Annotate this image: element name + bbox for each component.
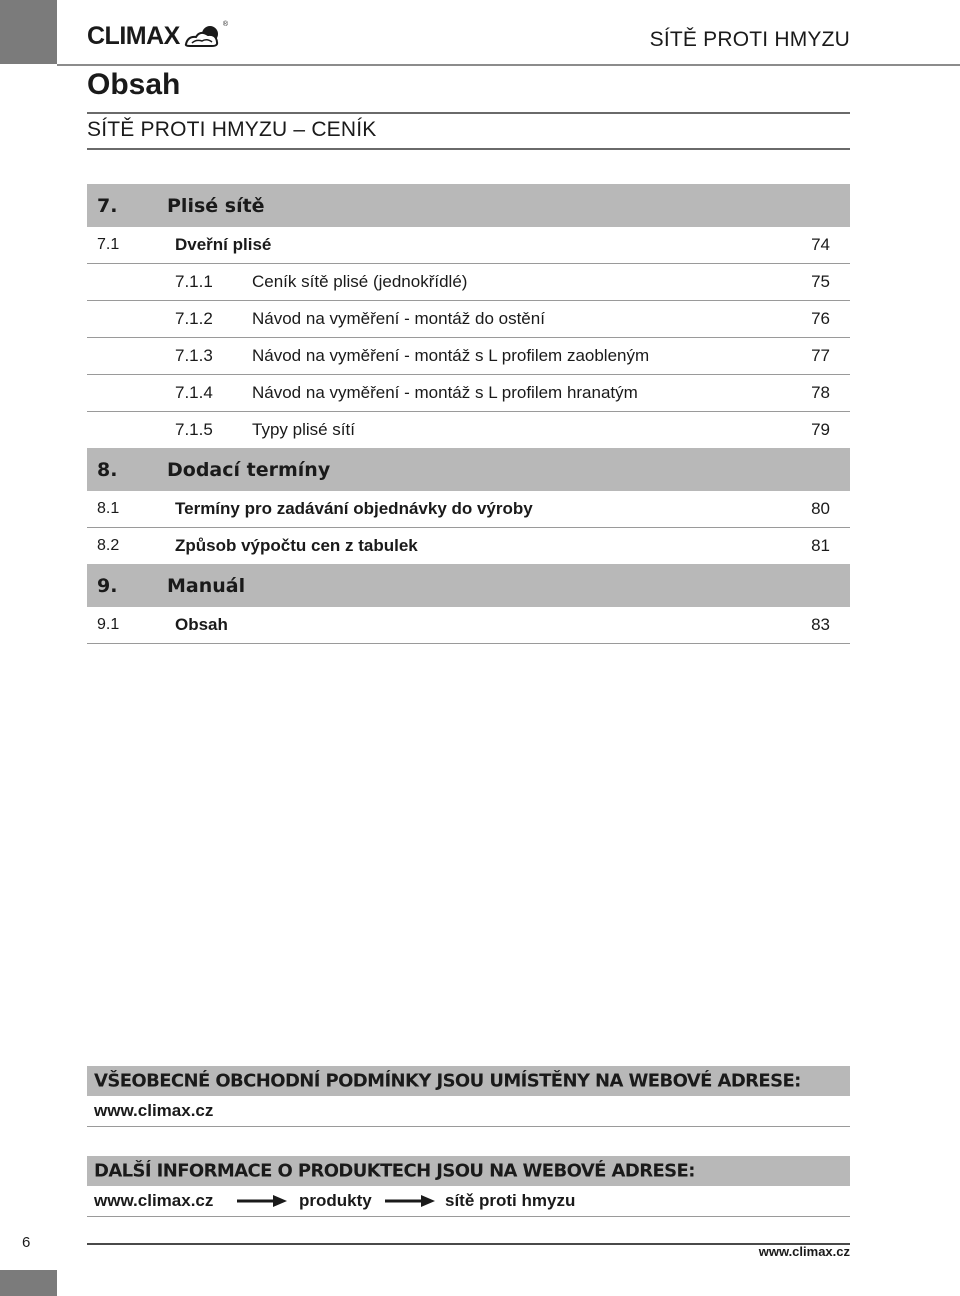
- entry-title: Způsob výpočtu cen z tabulek: [175, 536, 418, 555]
- entry-page: 76: [811, 309, 830, 328]
- toc-entry-7-1-4[interactable]: [87, 375, 850, 412]
- corner-block-top: [0, 0, 57, 64]
- entry-number: 7.1.1: [175, 272, 213, 291]
- page-number: 6: [22, 1234, 31, 1251]
- section-number: 9.: [97, 574, 118, 597]
- entry-title: Termíny pro zadávání objednávky do výroby: [175, 499, 533, 518]
- entry-number: 8.2: [97, 537, 120, 554]
- entry-title: Návod na vyměření - montáž s L profilem hranatým: [252, 383, 638, 402]
- table-of-contents: [87, 184, 850, 644]
- entry-page: 79: [811, 420, 830, 439]
- toc-entry-7-1-1[interactable]: [87, 264, 850, 301]
- footer-url[interactable]: www.climax.cz: [758, 1244, 850, 1259]
- section-number: 7.: [97, 194, 118, 217]
- entry-page: 75: [811, 272, 830, 291]
- entry-page: 74: [811, 235, 830, 254]
- toc-entry-7-1[interactable]: [87, 227, 850, 264]
- product-heading: DALŠÍ INFORMACE O PRODUKTECH JSOU NA WEBOVÉ ADRESE:: [94, 1160, 695, 1182]
- section-number: 8.: [97, 458, 118, 481]
- toc-entry-7-1-2[interactable]: [87, 301, 850, 338]
- toc-entry-9-1[interactable]: [87, 607, 850, 644]
- entry-number: 7.1.5: [175, 420, 213, 439]
- footer-divider: [87, 1243, 850, 1245]
- entry-title: Návod na vyměření - montáž do ostění: [252, 309, 545, 328]
- corner-block-bottom: [0, 1270, 57, 1296]
- entry-number: 7.1.2: [175, 309, 213, 328]
- subtitle-divider: [87, 148, 850, 150]
- toc-entry-8-1[interactable]: [87, 491, 850, 528]
- terms-body: [87, 1096, 850, 1127]
- entry-page: 80: [811, 499, 830, 518]
- section-title: Plisé sítě: [167, 194, 265, 217]
- logo-sun-cloud-icon: [182, 24, 222, 48]
- entry-page: 83: [811, 615, 830, 634]
- entry-title: Návod na vyměření - montáž s L profilem zaobleným: [252, 346, 650, 365]
- header-divider: [57, 64, 960, 66]
- terms-info-box: [87, 1066, 850, 1127]
- product-info-box: [87, 1156, 850, 1217]
- toc-section-8[interactable]: [87, 448, 850, 491]
- entry-number: 8.1: [97, 500, 120, 517]
- climax-logo: [87, 20, 228, 52]
- section-title: Dodací termíny: [167, 458, 331, 481]
- entry-number: 7.1.4: [175, 383, 213, 402]
- entry-title: Obsah: [175, 615, 228, 634]
- entry-page: 81: [811, 536, 830, 555]
- header-section-title: SÍTĚ PROTI HMYZU: [649, 28, 850, 51]
- toc-entry-7-1-5[interactable]: [87, 412, 850, 448]
- entry-title: Ceník sítě plisé (jednokřídlé): [252, 272, 468, 291]
- product-heading-bar: [87, 1156, 850, 1186]
- registered-mark: ®: [222, 20, 228, 28]
- terms-heading-bar: [87, 1066, 850, 1096]
- entry-page: 78: [811, 383, 830, 402]
- product-path: [87, 1186, 850, 1217]
- toc-entry-8-2[interactable]: [87, 528, 850, 564]
- toc-entry-7-1-3[interactable]: [87, 338, 850, 375]
- path-products-link[interactable]: produkty: [299, 1191, 372, 1210]
- entry-title: Dveřní plisé: [175, 235, 272, 254]
- entry-title: Typy plisé sítí: [252, 420, 355, 439]
- arrow-right-icon: [385, 1195, 435, 1207]
- title-divider: [87, 112, 850, 114]
- entry-page: 77: [811, 346, 830, 365]
- toc-section-7[interactable]: [87, 184, 850, 227]
- path-site-link[interactable]: www.climax.cz: [94, 1191, 214, 1210]
- terms-url-link[interactable]: www.climax.cz: [94, 1101, 214, 1120]
- path-insect-screens-link[interactable]: sítě proti hmyzu: [445, 1191, 576, 1210]
- toc-section-9[interactable]: [87, 564, 850, 607]
- page-title: Obsah: [87, 68, 181, 101]
- terms-heading: VŠEOBECNÉ OBCHODNÍ PODMÍNKY JSOU UMÍSTĚNY NA WEBOVÉ ADRESE:: [94, 1070, 801, 1092]
- entry-number: 7.1.3: [175, 346, 213, 365]
- logo-wordmark: CLIMAX: [87, 21, 180, 50]
- arrow-right-icon: [237, 1195, 287, 1207]
- entry-number: 9.1: [97, 616, 120, 633]
- page-subtitle: SÍTĚ PROTI HMYZU – CENÍK: [87, 118, 377, 141]
- section-title: Manuál: [167, 574, 246, 597]
- entry-number: 7.1: [97, 236, 120, 253]
